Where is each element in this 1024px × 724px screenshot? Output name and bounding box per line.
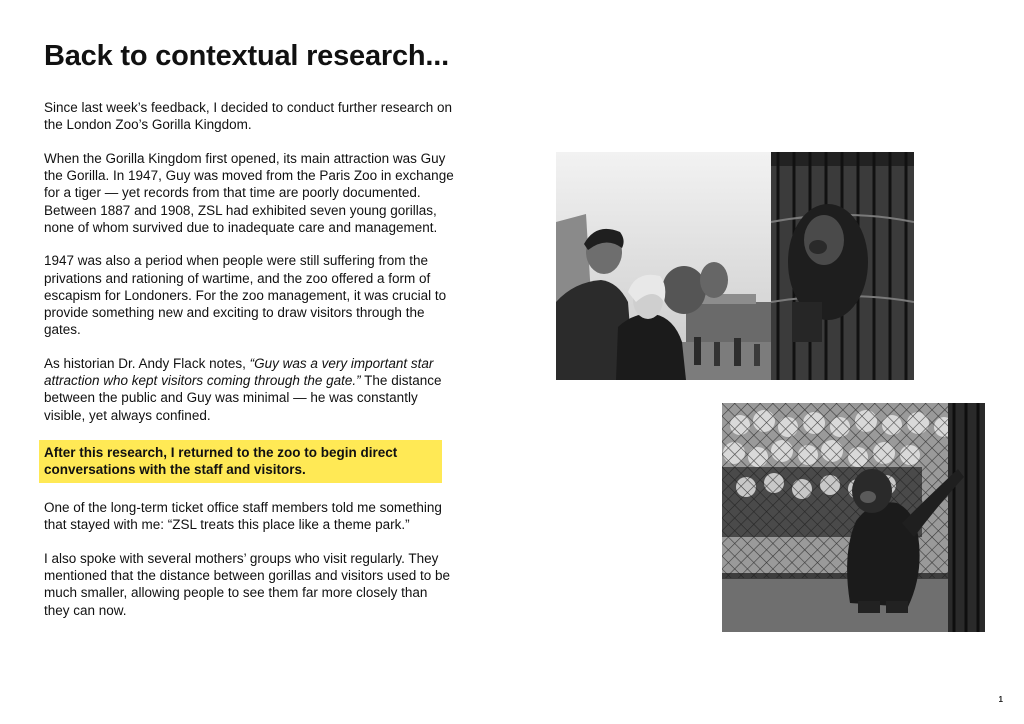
highlighted-text: After this research, I returned to the zoo to begin direct conversations with the staff and visitors.	[39, 440, 442, 482]
paragraph-highlight-wrapper	[44, 440, 454, 482]
gorilla-behind-fence-photo	[722, 403, 985, 632]
paragraph-wartime: 1947 was also a period when people were still suffering from the privations and rationing of wartime, and the zoo offered a form of escapism for Londoners. For the zoo management, it was crucial to provide something new and exciting to draw visitors through the gates.	[44, 253, 447, 338]
photo-visitors-gorilla-cage	[556, 152, 914, 380]
flack-quote: “Guy was a very important star attraction who kept visitors coming through the gate.”	[44, 355, 434, 389]
quote-lead: As historian Dr. Andy Flack notes,	[44, 355, 250, 371]
paragraph-flack-quote	[44, 355, 454, 424]
page-title: Back to contextual research...	[44, 40, 449, 72]
paragraph-mothers: I also spoke with several mothers’ groups who visit regularly. They mentioned that the distance between gorillas and visitors used to be much smaller, allowing people to see them far more closely than they can now.	[44, 551, 451, 618]
quote-tail: The distance between the public and Guy was minimal — he was constantly visible, yet always confined.	[44, 373, 442, 423]
photo-gorilla-behind-fence	[722, 403, 985, 632]
paragraph-guy-history: When the Gorilla Kingdom first opened, its main attraction was Guy the Gorilla. In 1947, Guy was moved from the Paris Zoo in exchange for a tiger — yet records from that time are poorly documented. Between 1887 and 1908, ZSL had exhibited seven young gorillas, none of whom survived due to inadequate care and management.	[44, 150, 454, 235]
paragraph-staff: One of the long-term ticket office staff members told me something that stayed with me: “ZSL treats this place like a theme park.”	[44, 500, 442, 533]
gorilla-cage-visitors-photo	[556, 152, 914, 380]
paragraph-intro: Since last week’s feedback, I decided to conduct further research on the London Zoo’s Gorilla Kingdom.	[44, 100, 452, 133]
body-text	[44, 99, 454, 635]
page-number: 1	[998, 695, 1003, 704]
